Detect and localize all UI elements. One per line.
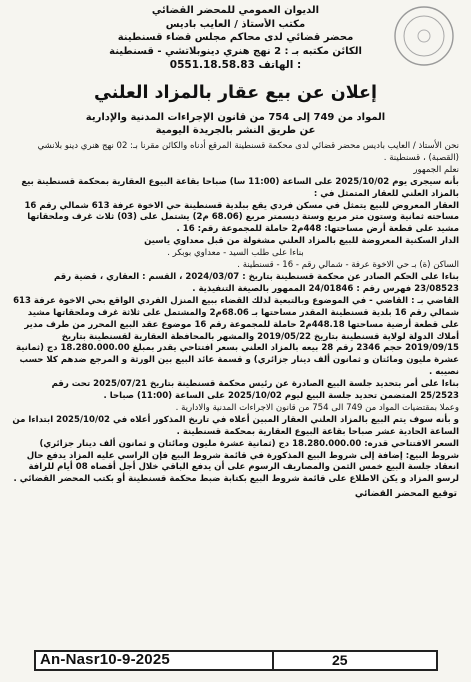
paragraph-legal-basis: وعملا بمقتضيات المواد من 749 الى 754 من قانون الاجراءات المدنية والادارية . <box>175 402 459 413</box>
paragraph-auction-time: و بأنه سوف يتم البيع بالمزاد العلني العقار المبين أعلاه في تاريخ المذكور أعلاه في 2025/10/02 ابتداءا من الساعة الحادية عشر صباحا بقاعة البيوع العقارية بمحكمة قسنطينة . <box>12 414 459 437</box>
announcement-title: إعلان عن بيع عقار بالمزاد العلني <box>94 83 377 103</box>
footer-date: An-Nasr10-9-2025 <box>40 651 170 668</box>
office-bailiff: مكتب الأستاذ / العايب باديس <box>165 18 306 30</box>
paragraph-ruling: القاضي بـ : القاضي - في الموضوع وبالتبعية لذلك القضاء ببيع المنزل الفردي الواقع بحي الاخوة عرفة 613 شمالي رقم 16 بلدية قسنطينة المقدر مساحتها بـ 68.06م2 والمشتمل على ثلاثة غرف وملحقاتها مشيد على قطعة أرضية مساحتها 448.18م2 حاملة للمجموعة رقم 16 موضوع عقد البيع المحرر من طرف مدير أملاك الدولة لولاية قسنطينة بتاريخ 2019/05/22 والمشهر بالمحافظة العقارية لقسنطينة بتاريخ 2019/09/15 حجم 2346 رقم 28 بيعه بالمزاد العلني بسعر افتتاحي يقدر بمبلغ 18.280.000.00 دج (ثمانية عشرة مليون ومائتان و ثمانون ألف دينار جزائري) و قسمة عائد البيع بين الورثة و المرجع ضدهم كلا حسب نصيبه . <box>13 295 459 378</box>
paragraph-session-order: بناءا على أمر بتحديد جلسة البيع الصادرة عن رئيس محكمة قسنطينة بتاريخ 2025/07/21 تحت رقم 25/2523 المتضمن تحديد جلسة البيع ليوم 2025/10/02 على الساعة (11:00) صباحا . <box>51 379 459 402</box>
announcement-body <box>0 137 471 486</box>
page-footer <box>34 650 438 671</box>
footer-divider <box>272 652 274 669</box>
paragraph-property-description: العقار المعروض للبيع يتمثل في مسكن فردي يقع ببلدية قسنطينة حي الاخوة عرفة 613 شمالي رقم 16 مساحته ثمانية وستون متر مربع وستة ديسمتر مربع (68.06 م2) يشتمل على (03) ثلاث غرف وملحقاتها مشيد على قطعة أرض مساحتها: 448م2 حاملة للمجموعة رقم: 16 . <box>24 200 459 235</box>
paragraph-notice: نعلم الجمهور <box>413 164 459 175</box>
paragraph-sale-date: بأنه سيجرى يوم 2025/10/02 على الساعة (11:00 سا) صباحا بقاعة البيوع العقارية بمحكمة قسنطينة بيع بالمزاد العلني للعقار المتمثل في : <box>21 176 459 199</box>
paragraph-bailiff-intro: نحن الأستاذ / العايب باديس محضر قضائي لدى محكمة قسنطينة المرقع أدناه والكائن مقرنا بـ: 02 نهج هنري دينو بلانشي (القصبة) ، قسنطينة . <box>37 141 459 163</box>
paragraph-judgment: بناءا على الحكم الصادر عن محكمة قسنطينة بتاريخ : 2024/03/07 ، القسم : العقاري ، قضية رقم 23/08523 فهرس رقم : 24/01846 الممهور بالصيغة التنفيذية . <box>53 271 459 294</box>
bailiff-stamp <box>392 4 456 68</box>
office-address: الكائن مكتبه بـ : 2 نهج هنري دينوبلاتشي - قسنطينة <box>109 45 362 57</box>
bailiff-signature: توقيع المحضر القضائي <box>354 489 457 500</box>
paragraph-requester-address: الساكن (ة) بـ حي الاخوة عرفة - شمالي رقم - 16 - قسنطينة . <box>237 260 459 271</box>
paragraph-price-conditions: السعر الافتتاحي قدره: 18.280.000.00 دج (ثمانية عشرة مليون ومائتان و ثمانون ألف دينار جزائري) شروط البيع: إضافة إلى شروط البيع المذكورة في قائمة شروط البيع فإن الراسي عليه المزاد يدفع حال انعقاد جلسة البيع خمس الثمن والمصاريف الرسوم على أن يدفع الباقي خلال أجل أقصاه 08 أيام للرافة لرسو المزاد و يكن الاطلاع على قائمة شروط البيع بكتابة ضبط محكمة قسنطينة أو بكتب المحضر القضائي . <box>13 438 459 485</box>
office-court: محضر قضائي لدى محاكم مجلس قضاء قسنطينة <box>117 32 354 43</box>
paragraph-requester: بناءا على طلب السيد - معداوي بوبكر . <box>167 248 304 259</box>
office-name: الديوان العمومي للمحضر القضائي <box>151 5 320 16</box>
legal-articles: المواد من 749 إلى 754 من قانون الإجراءات المدنية والإدارية <box>85 112 386 123</box>
page-number: 25 <box>332 652 348 668</box>
paragraph-occupant: الدار السكنية المعروضة للبيع بالمزاد العلني مشغولة من قبل معداوي ياسين <box>144 236 459 247</box>
phone-label: الهاتف : <box>258 59 302 71</box>
publication-method: عن طريق النشر بالجريدة اليومية <box>155 125 316 136</box>
phone-number: 0551.18.58.83 <box>169 59 255 71</box>
